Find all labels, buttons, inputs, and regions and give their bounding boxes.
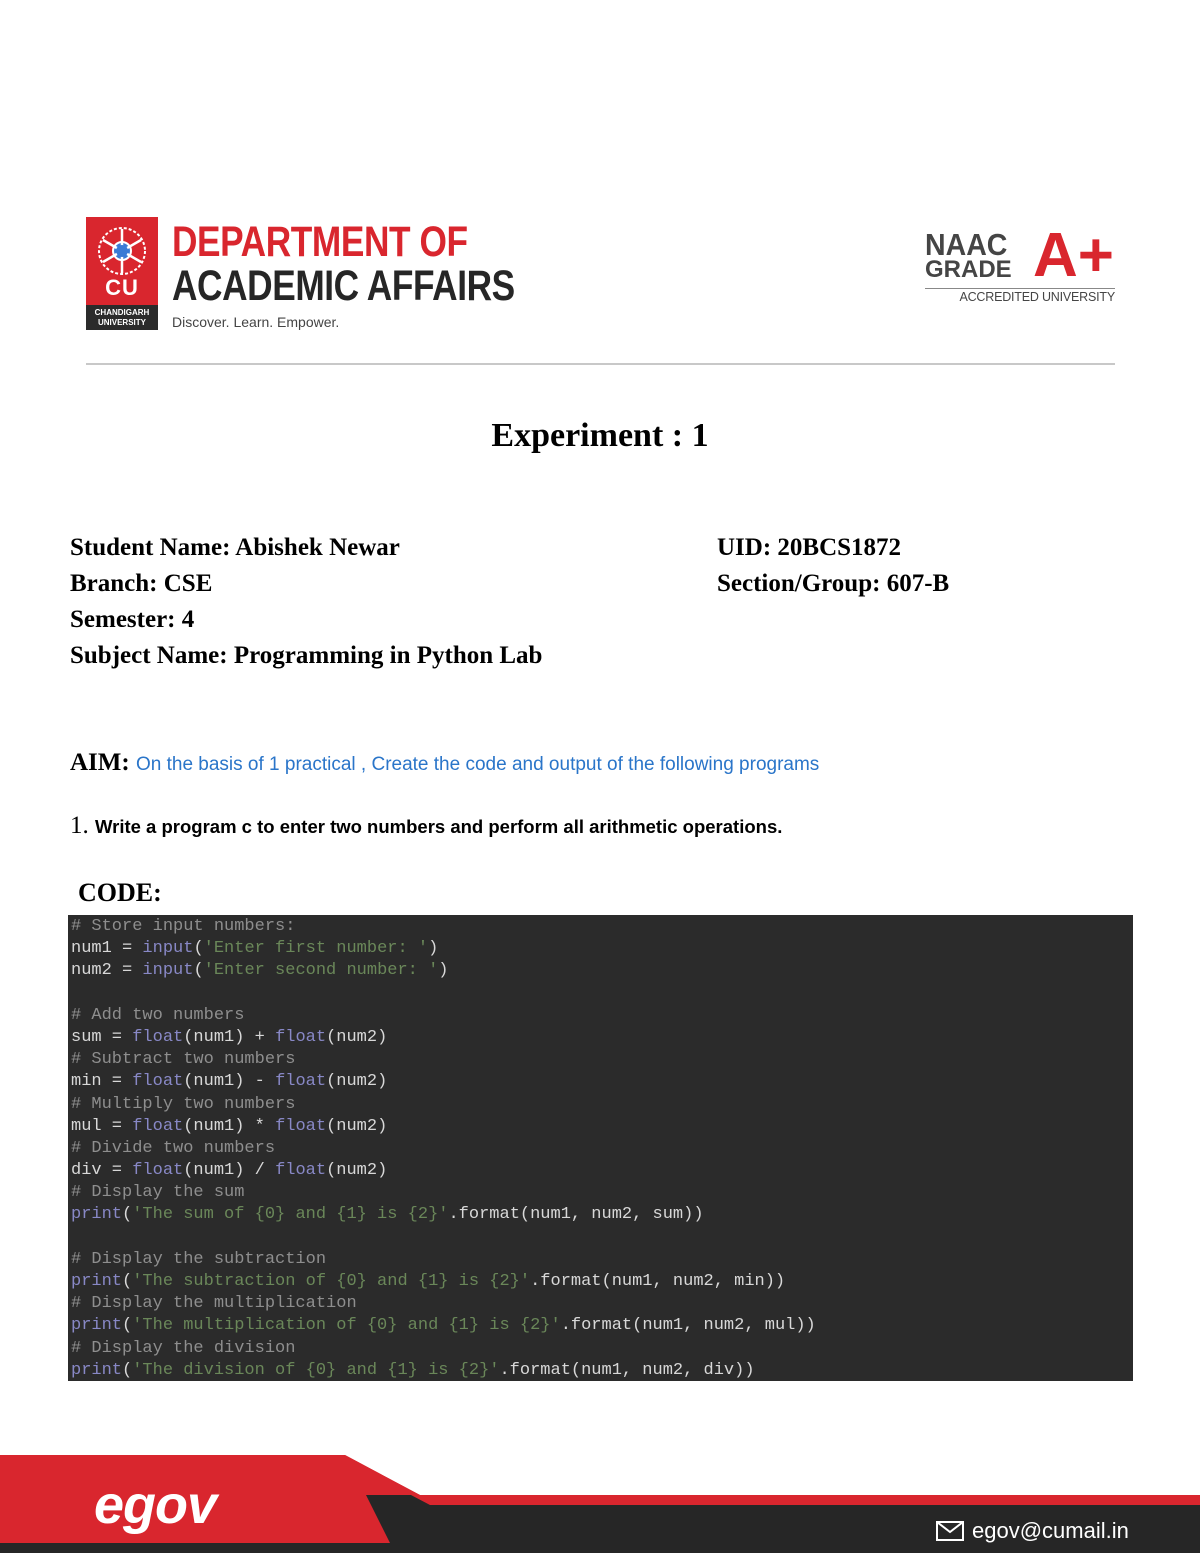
code-token: float: [132, 1161, 184, 1181]
aim-label: AIM:: [70, 749, 136, 776]
code-token: .format(num1, num2, min)): [530, 1272, 786, 1291]
footer-email-text[interactable]: egov@cumail.in: [972, 1518, 1129, 1543]
code-token: float: [275, 1116, 327, 1136]
student-section: Section/Group: 607-B: [717, 570, 950, 597]
code-token: (: [193, 939, 204, 959]
question-number: 1.: [70, 812, 95, 839]
code-token: input: [142, 961, 194, 981]
code-token: float: [275, 1072, 327, 1092]
code-token: print: [71, 1205, 123, 1225]
code-token: 'The subtraction of {0} and {1} is {2}': [132, 1272, 531, 1291]
student-info-right: [717, 530, 949, 602]
code-token: # Divide two numbers: [71, 1138, 276, 1158]
code-token: .format(num1, num2, div)): [499, 1360, 755, 1380]
code-token: # Add two numbers: [71, 1005, 245, 1025]
question-text: Write a program c to enter two numbers and perform all arithmetic operations.: [95, 816, 783, 837]
code-token: num2 =: [71, 961, 143, 981]
department-title-line2: ACADEMIC AFFAIRS: [172, 262, 515, 310]
code-token: (num1) -: [183, 1072, 276, 1092]
code-token: (num1) *: [183, 1116, 276, 1136]
code-token: float: [132, 1027, 184, 1047]
code-token: ): [428, 939, 439, 959]
code-token: num1 =: [71, 939, 143, 959]
logo-letters: CU: [105, 275, 139, 300]
code-token: # Display the subtraction: [71, 1249, 327, 1269]
code-token: # Store input numbers:: [71, 917, 296, 936]
code-token: mul =: [71, 1116, 133, 1136]
code-line: [71, 1204, 1133, 1226]
code-token: .format(num1, num2, sum)): [448, 1205, 704, 1225]
code-token: ): [438, 961, 449, 981]
snowflake-emblem-icon: [96, 225, 148, 277]
code-token: (: [122, 1316, 133, 1336]
question-1: [70, 812, 782, 840]
code-line: [71, 1182, 1133, 1204]
accredited-label: ACCREDITED UNIVERSITY: [925, 288, 1115, 304]
code-line: [71, 1227, 1133, 1249]
grade-letter: A+: [1033, 221, 1114, 290]
subject-name: Subject Name: Programming in Python Lab: [70, 642, 543, 669]
grade-word: GRADE: [925, 256, 1012, 283]
code-token: (num1) /: [183, 1161, 276, 1181]
code-token: 'The sum of {0} and {1} is {2}': [132, 1205, 449, 1225]
tagline: Discover. Learn. Empower.: [172, 314, 340, 330]
logo-university-name: CHANDIGARH UNIVERSITY: [86, 305, 158, 330]
code-block: [68, 915, 1133, 1381]
code-token: float: [275, 1161, 327, 1181]
code-line: [71, 1293, 1133, 1315]
code-line: [71, 1027, 1133, 1049]
code-token: (: [122, 1272, 133, 1291]
chandigarh-university-logo: [86, 217, 158, 330]
code-token: (: [193, 961, 204, 981]
code-token: # Display the multiplication: [71, 1294, 357, 1314]
code-token: 'Enter first number: ': [203, 939, 429, 959]
code-token: # Subtract two numbers: [71, 1050, 296, 1070]
code-line: [71, 1271, 1133, 1293]
code-token: (: [122, 1360, 133, 1380]
code-heading: CODE:: [78, 878, 162, 907]
code-line: [71, 1315, 1133, 1337]
code-token: # Display the sum: [71, 1183, 245, 1203]
footer-email: [936, 1518, 1129, 1544]
mail-icon: [936, 1521, 964, 1541]
student-info-left: [70, 530, 542, 674]
code-token: float: [132, 1072, 184, 1092]
aim-statement: [70, 749, 819, 777]
naac-word: NAAC: [925, 227, 1008, 262]
code-line: [71, 916, 1133, 938]
code-token: (: [122, 1205, 133, 1225]
code-line: [71, 1138, 1133, 1160]
code-token: 'The division of {0} and {1} is {2}': [132, 1360, 500, 1380]
code-token: div =: [71, 1161, 133, 1181]
student-uid: UID: 20BCS1872: [717, 534, 902, 561]
code-token: 'The multiplication of {0} and {1} is {2}': [132, 1316, 561, 1336]
header-divider: [86, 363, 1115, 365]
code-token: float: [275, 1027, 327, 1047]
code-token: print: [71, 1360, 123, 1380]
code-token: 'Enter second number: ': [203, 961, 439, 981]
egov-logo: egov: [94, 1475, 217, 1535]
code-line: [71, 1249, 1133, 1271]
code-line: [71, 1071, 1133, 1093]
code-token: print: [71, 1316, 123, 1336]
code-token: input: [142, 939, 194, 959]
code-token: (num2): [326, 1116, 388, 1136]
department-title-line1: DEPARTMENT OF: [172, 218, 468, 266]
code-line: [71, 1338, 1133, 1360]
code-line: [71, 983, 1133, 1005]
code-line: [71, 1094, 1133, 1116]
aim-text: On the basis of 1 practical , Create the code and output of the following programs: [135, 754, 820, 775]
code-token: .format(num1, num2, mul)): [560, 1316, 816, 1336]
code-token: (num2): [326, 1161, 388, 1181]
code-line: [71, 1160, 1133, 1182]
code-token: # Display the division: [71, 1338, 296, 1358]
student-semester: Semester: 4: [70, 606, 195, 633]
code-line: [71, 1360, 1133, 1382]
code-token: print: [71, 1272, 123, 1291]
code-line: [71, 1049, 1133, 1071]
code-token: # Multiply two numbers: [71, 1094, 296, 1114]
code-token: min =: [71, 1072, 133, 1092]
code-line: [71, 938, 1133, 960]
code-token: (num2): [326, 1027, 388, 1047]
naac-badge: [925, 221, 1115, 306]
code-token: (num2): [326, 1072, 388, 1092]
code-line: [71, 960, 1133, 982]
experiment-title: Experiment : 1: [491, 417, 709, 454]
code-token: sum =: [71, 1027, 133, 1047]
code-token: (num1) +: [183, 1027, 276, 1047]
code-line: [71, 1116, 1133, 1138]
student-branch: Branch: CSE: [70, 570, 213, 597]
code-token: float: [132, 1116, 184, 1136]
code-line: [71, 1005, 1133, 1027]
student-name: Student Name: Abishek Newar: [70, 534, 400, 561]
